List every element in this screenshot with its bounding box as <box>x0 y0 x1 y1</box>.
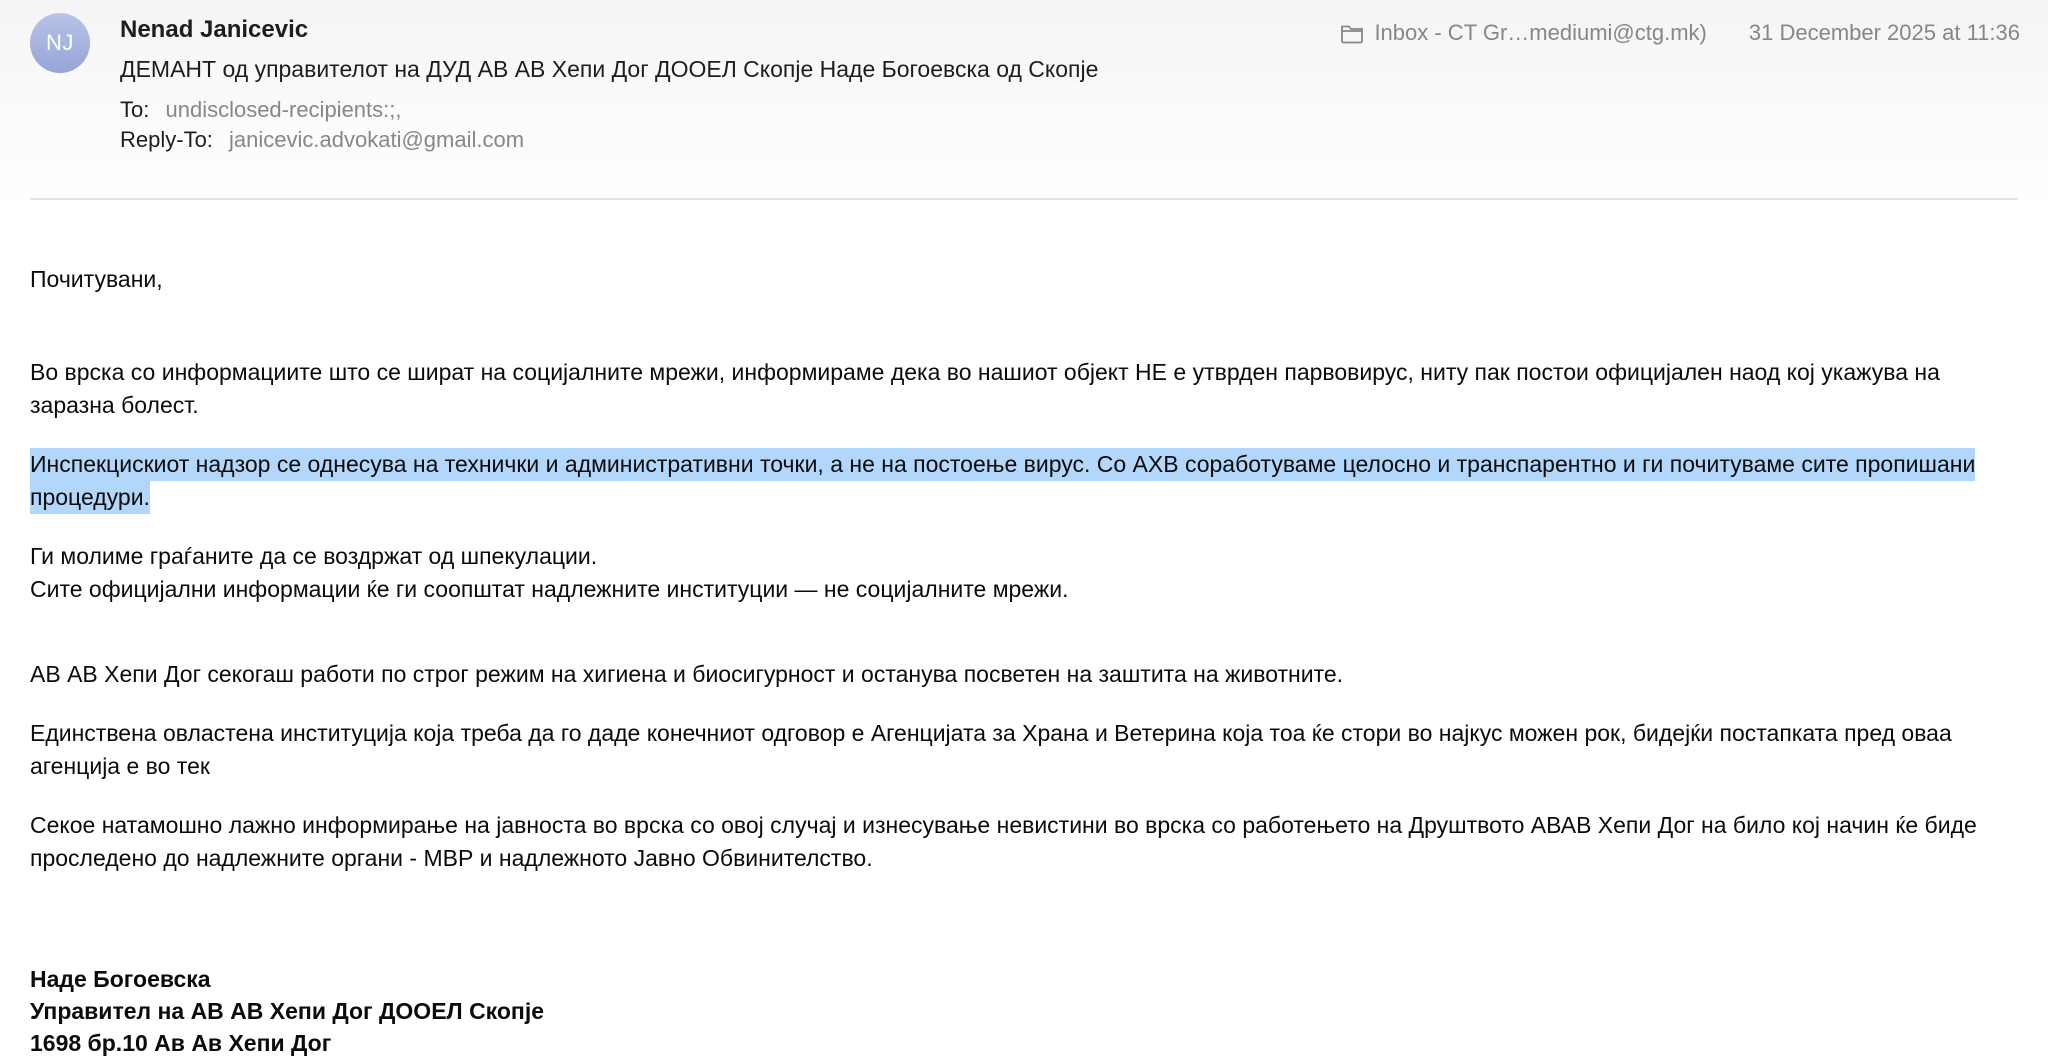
reply-to-label: Reply-To: <box>120 127 213 152</box>
signature-block <box>30 963 2020 1059</box>
body-paragraph: Секое натамошно лажно информирање на јавноста во врска со овој случај и изнесување невистини во врска со работењето на Друштвото АВАВ Хепи Дог на било кој начин ќе биде проследено до надлежните органи - МВР и надлежното Јавно Обвинителство. <box>30 812 1977 871</box>
signature-name: Наде Богоевска <box>30 966 211 992</box>
body-paragraph: Во врска со информациите што се шират на социјалните мрежи, информираме дека во нашиот објект НЕ е утврден парвовирус, ниту пак постои официјален наод кој укажува на заразна болест. <box>30 359 1940 418</box>
selected-text: Инспекцискиот надзор се однесува на технички и административни точки, а не на постоење вирус. Со АХВ соработуваме целосно и транспарентно и ги почитуваме сите пропишани процедури. <box>30 448 1975 514</box>
message-body <box>0 200 2048 1062</box>
avatar-initials: NJ <box>46 30 74 55</box>
greeting-line: Почитувани, <box>30 266 163 292</box>
reply-to-row <box>120 127 524 153</box>
signature-title: Управител на АВ АВ Хепи Дог ДООЕЛ Скопје <box>30 998 545 1024</box>
to-label: To: <box>120 97 150 122</box>
reply-to-value[interactable]: janicevic.advokati@gmail.com <box>229 127 525 152</box>
highlighted-paragraph <box>30 448 2020 514</box>
body-paragraph <box>30 540 2020 606</box>
body-paragraph: АВ АВ Хепи Дог секогаш работи по строг режим на хигиена и биосигурност и останува посветен на заштита на животните. <box>30 661 1344 687</box>
paragraph-line: Сите официјални информации ќе ги соопштат надлежните институции — не социјалните мрежи. <box>30 576 1069 602</box>
sender-name: Nenad Janicevic <box>120 16 309 43</box>
message-date: 31 December 2025 at 11:36 <box>1748 20 2020 45</box>
to-row <box>120 97 402 123</box>
body-paragraph: Единствена овластена институција која треба да го даде конечниот одговор е Агенцијата за Храна и Ветерина која тоа ќе стори во најкус можен рок, бидејќи постапката пред оваа агенција е во тек <box>30 720 1952 779</box>
mailbox-label: Inbox - CT Gr…mediumi@ctg.mk) <box>1374 20 1707 45</box>
to-value[interactable]: undisclosed-recipients:;, <box>165 97 402 122</box>
message-header <box>0 0 2048 200</box>
folder-icon <box>1340 22 1364 44</box>
paragraph-line: Ги молиме граѓаните да се воздржат од шпекулации. <box>30 543 598 569</box>
sender-avatar <box>30 13 90 73</box>
header-meta <box>1340 20 2020 46</box>
mailbox-chip[interactable] <box>1340 20 1706 46</box>
signature-address: 1698 бр.10 Ав Ав Хепи Дог <box>30 1030 332 1056</box>
subject-line: ДЕМАНТ од управителот на ДУД АВ АВ Хепи Дог ДООЕЛ Скопје Наде Богоевска од Скопје <box>120 56 1099 82</box>
